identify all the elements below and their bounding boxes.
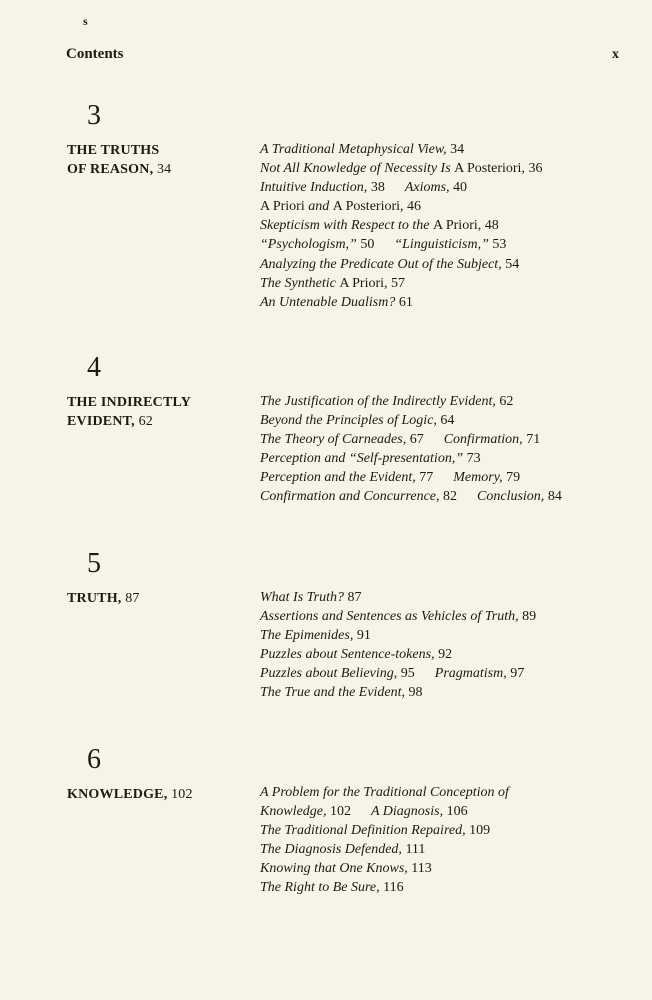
entry-segment: 113 xyxy=(407,861,432,877)
chapter-number: 5 xyxy=(87,548,101,579)
chapter-title xyxy=(67,785,193,804)
toc-entry-line xyxy=(260,588,640,607)
entry-segment: Beyond the Principles of Logic, xyxy=(260,413,437,429)
entry-segment: Confirmation, xyxy=(443,432,523,448)
entry-segment: Intuitive Induction, xyxy=(260,180,368,196)
entry-segment: Skepticism with Respect to the xyxy=(260,218,434,234)
entry-segment: 77 xyxy=(415,470,434,486)
toc-entry-line xyxy=(260,859,640,878)
entry-segment: A Posteriori, 46 xyxy=(332,199,422,215)
toc-entry-line xyxy=(260,140,640,159)
entry-segment: 111 xyxy=(401,842,426,858)
entry-segment: A Posteriori, 36 xyxy=(454,161,543,177)
entry-segment: 67 xyxy=(406,432,424,448)
toc-entry-line xyxy=(260,487,640,506)
chapter-title-text: THE INDIRECTLY EVIDENT, xyxy=(67,395,192,429)
toc-entry-line xyxy=(260,430,640,449)
entry-segment: 54 xyxy=(501,256,520,272)
toc-entry-line xyxy=(260,197,640,216)
entry-segment: 61 xyxy=(395,294,413,310)
entry-segment: 109 xyxy=(465,823,491,839)
entry-segment: and xyxy=(308,199,333,215)
entry-segment: “Linguisticism,” xyxy=(394,237,489,253)
chapter-number: 6 xyxy=(87,744,101,775)
entry-segment: The Justification of the Indirectly Evident, xyxy=(260,394,496,409)
entry-segment: Puzzles about Sentence-tokens, xyxy=(260,647,435,663)
entry-segment: Puzzles about Believing, xyxy=(260,666,398,682)
entry-segment: 82 xyxy=(439,489,458,505)
entry-segment: 106 xyxy=(443,804,468,820)
entry-segment: Pragmatism, xyxy=(434,666,507,682)
entry-segment: 116 xyxy=(379,880,404,896)
toc-entry-line xyxy=(260,411,640,430)
chapter-page: 62 xyxy=(138,414,153,429)
toc-entry-line xyxy=(260,664,640,683)
entry-segment: 95 xyxy=(397,666,415,682)
entry-segment: 97 xyxy=(506,666,525,682)
chapter-title xyxy=(67,141,171,179)
entry-segment: Conclusion, xyxy=(477,489,545,505)
toc-entry-line xyxy=(260,821,640,840)
toc-entry-line xyxy=(260,626,640,645)
entry-segment: The Theory of Carneades, xyxy=(260,432,407,448)
toc-entry-line xyxy=(260,468,640,487)
entry-segment: What Is Truth? xyxy=(260,590,345,605)
toc-entry-line xyxy=(260,449,640,468)
entry-segment: Knowing that One Knows, xyxy=(260,861,408,877)
entry-segment: The Traditional Definition Repaired, xyxy=(260,823,466,839)
toc-entry-line xyxy=(260,293,640,312)
chapter-title-text: THE TRUTHS OF REASON, xyxy=(67,143,160,177)
chapter-title xyxy=(67,589,140,608)
entry-segment: Analyzing the Predicate Out of the Subject, xyxy=(260,256,502,272)
entry-segment: The True and the Evident, xyxy=(260,685,406,701)
toc-entry-line xyxy=(260,255,640,274)
toc-entry-line xyxy=(260,645,640,664)
toc-entry-line xyxy=(260,216,640,235)
entry-segment: 98 xyxy=(405,685,423,701)
page-number: x xyxy=(612,47,619,62)
toc-entry-line xyxy=(260,159,640,178)
entry-segment: 53 xyxy=(488,237,507,253)
entry-segment: A Problem for the Traditional Conception of xyxy=(260,785,509,800)
entry-segment: 89 xyxy=(518,609,537,625)
entry-segment: A Priori, 48 xyxy=(433,218,499,234)
chapter-entries xyxy=(260,588,640,703)
corner-mark: s xyxy=(83,14,88,28)
chapter-number: 4 xyxy=(87,352,101,383)
entry-segment: “Psychologism,” xyxy=(260,237,357,253)
entry-segment: A Priori xyxy=(260,199,309,215)
entry-segment: 87 xyxy=(344,590,362,605)
chapter-page: 87 xyxy=(125,591,140,606)
toc-entry-line xyxy=(260,235,640,254)
entry-segment: A Diagnosis, xyxy=(371,804,444,820)
toc-entry-line xyxy=(260,802,640,821)
entry-segment: The Diagnosis Defended, xyxy=(260,842,402,858)
toc-entry-line xyxy=(260,878,640,897)
entry-segment: 64 xyxy=(436,413,455,429)
entry-segment: Memory, xyxy=(453,470,503,486)
entry-segment: 92 xyxy=(434,647,453,663)
toc-entry-line xyxy=(260,607,640,626)
toc-entry-line xyxy=(260,683,640,702)
entry-segment: 91 xyxy=(353,628,371,644)
chapter-page: 102 xyxy=(171,787,193,802)
entry-segment: Perception and “Self-presentation,” xyxy=(260,451,464,467)
entry-segment: The Right to Be Sure, xyxy=(260,880,380,896)
toc-entry-line xyxy=(260,178,640,197)
entry-segment: 34 xyxy=(446,142,465,157)
entry-segment: Confirmation and Concurrence, xyxy=(260,489,440,505)
entry-segment: The Synthetic xyxy=(260,275,340,291)
entry-segment: 38 xyxy=(367,180,385,196)
entry-segment: The Epimenides, xyxy=(260,628,354,644)
chapter-entries xyxy=(260,392,640,507)
entry-segment: 79 xyxy=(502,470,521,486)
chapter-title-text: KNOWLEDGE, xyxy=(67,787,168,802)
chapter-title xyxy=(67,393,191,431)
chapter-title-text: TRUTH, xyxy=(67,591,122,606)
toc-entry-line xyxy=(260,274,640,293)
entry-segment: 50 xyxy=(356,237,375,253)
toc-entry-line xyxy=(260,392,640,411)
entry-segment: 84 xyxy=(544,489,562,505)
entry-segment: An Untenable Dualism? xyxy=(260,294,396,310)
entry-segment: Perception and the Evident, xyxy=(260,470,416,486)
chapter-page: 34 xyxy=(156,162,172,177)
entry-segment: 40 xyxy=(449,180,468,196)
page-heading: Contents xyxy=(66,46,124,62)
entry-segment: 73 xyxy=(463,451,481,467)
entry-segment: Not All Knowledge of Necessity Is xyxy=(260,161,455,177)
toc-entry-line xyxy=(260,783,640,802)
entry-segment: Assertions and Sentences as Vehicles of Truth, xyxy=(260,609,519,625)
entry-segment: 102 xyxy=(326,804,351,820)
entry-segment: A Priori, 57 xyxy=(339,275,406,291)
chapter-entries xyxy=(260,783,640,898)
entry-segment: A Traditional Metaphysical View, xyxy=(260,142,447,157)
entry-segment: Knowledge, xyxy=(260,804,327,820)
chapter-entries xyxy=(260,140,640,312)
chapter-number: 3 xyxy=(87,100,101,131)
entry-segment: 62 xyxy=(495,394,514,409)
entry-segment: Axioms, xyxy=(404,180,450,196)
toc-entry-line xyxy=(260,840,640,859)
entry-segment: 71 xyxy=(522,432,541,448)
